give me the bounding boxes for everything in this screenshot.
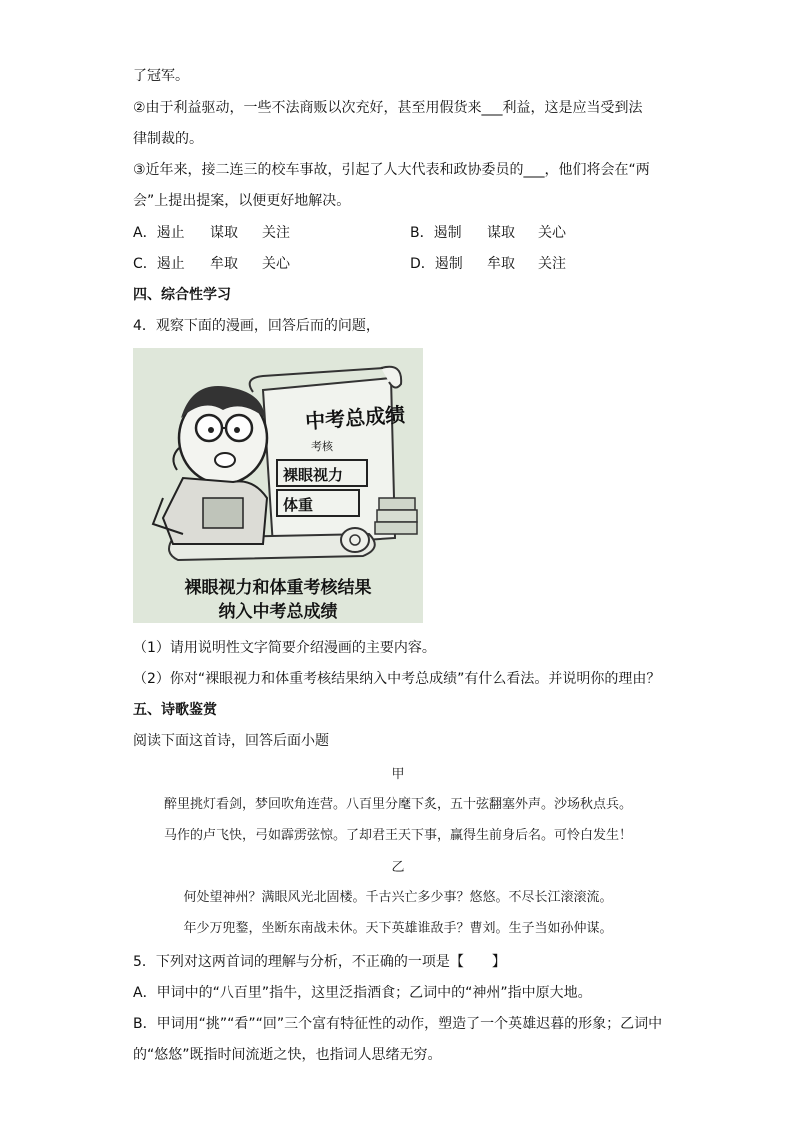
comic-caption-line2: 纳入中考总成绩 <box>218 602 338 622</box>
option-b-label: B．遏制 <box>410 225 462 241</box>
option-a-word2: 谋取 <box>210 225 238 241</box>
poem-b-line2: 年少万兜鍪，坐断东南战未休。天下英雄谁敌手？曹刘。生子当如孙仲谋。 <box>183 921 613 936</box>
option-c-label: C．遏止 <box>133 256 185 272</box>
text-line: ②由于利益驱动，一些不法商贩以次充好，甚至用假货来___利益，这是应当受到法 <box>133 100 643 116</box>
scroll-subtitle: 考核 <box>311 440 333 453</box>
scroll-item-vision: 裸眼视力 <box>283 466 344 484</box>
poem-b-title: 乙 <box>391 860 405 875</box>
option-d-word2: 牟取 <box>487 256 515 272</box>
sub-question-1: （1）请用说明性文字简要介绍漫画的主要内容。 <box>133 640 436 656</box>
option-c-word3: 关心 <box>262 256 290 272</box>
option-a-word3: 关注 <box>262 225 290 241</box>
question-5: 5．下列对这两首词的理解与分析，不正确的一项是【 】 <box>133 954 506 970</box>
poem-a-line1: 醉里挑灯看剑，梦回吹角连营。八百里分麾下炙，五十弦翻塞外声。沙场秋点兵。 <box>163 797 632 812</box>
scroll-item-weight: 体重 <box>283 496 314 514</box>
poem-a-title: 甲 <box>391 767 405 782</box>
sub-question-2: （2）你对“裸眼视力和体重考核结果纳入中考总成绩”有什么看法。并说明你的理由？ <box>133 671 661 687</box>
scroll-title: 中考总成绩 <box>304 402 406 434</box>
section-heading: 五、诗歌鉴赏 <box>133 702 217 718</box>
poem-b-line1: 何处望神州？满眼风光北固楼。千古兴亡多少事？悠悠。不尽长江滚滚流。 <box>183 890 613 905</box>
text-line: 律制裁的。 <box>133 131 203 147</box>
comic-caption-line1: 裸眼视力和体重考核结果 <box>184 578 372 598</box>
option-a-label: A．遏止 <box>133 225 185 241</box>
option-d-label: D．遏制 <box>410 256 463 272</box>
section-heading: 四、综合性学习 <box>133 287 231 303</box>
q5-option-b-line1: B．甲词用“挑”“看”“回”三个富有特征性的动作，塑造了一个英雄迟暮的形象；乙词中 <box>133 1016 663 1032</box>
q5-option-a: A．甲词中的“八百里”指牛，这里泛指酒食；乙词中的“神州”指中原大地。 <box>133 985 592 1001</box>
option-c-word2: 牟取 <box>210 256 238 272</box>
poem-intro: 阅读下面这首诗，回答后面小题 <box>133 733 329 749</box>
option-b-word3: 关心 <box>538 225 566 241</box>
comic-illustration <box>133 348 423 623</box>
question-4: 4．观察下面的漫画，回答后而的问题， <box>133 318 380 334</box>
option-b-word2: 谋取 <box>487 225 515 241</box>
poem-a-line2: 马作的卢飞快，弓如霹雳弦惊。了却君王天下事，赢得生前身后名。可怜白发生！ <box>163 828 632 843</box>
q5-option-b-line2: 的“悠悠”既指时间流逝之快，也指词人思绪无穷。 <box>133 1047 442 1063</box>
option-d-word3: 关注 <box>538 256 566 272</box>
text-line: 会”上提出提案，以便更好地解决。 <box>133 193 351 209</box>
text-line: ③近年来，接二连三的校车事故，引起了人大代表和政协委员的___，他们将会在“两 <box>133 162 650 178</box>
text-line: 了冠军。 <box>133 68 189 84</box>
